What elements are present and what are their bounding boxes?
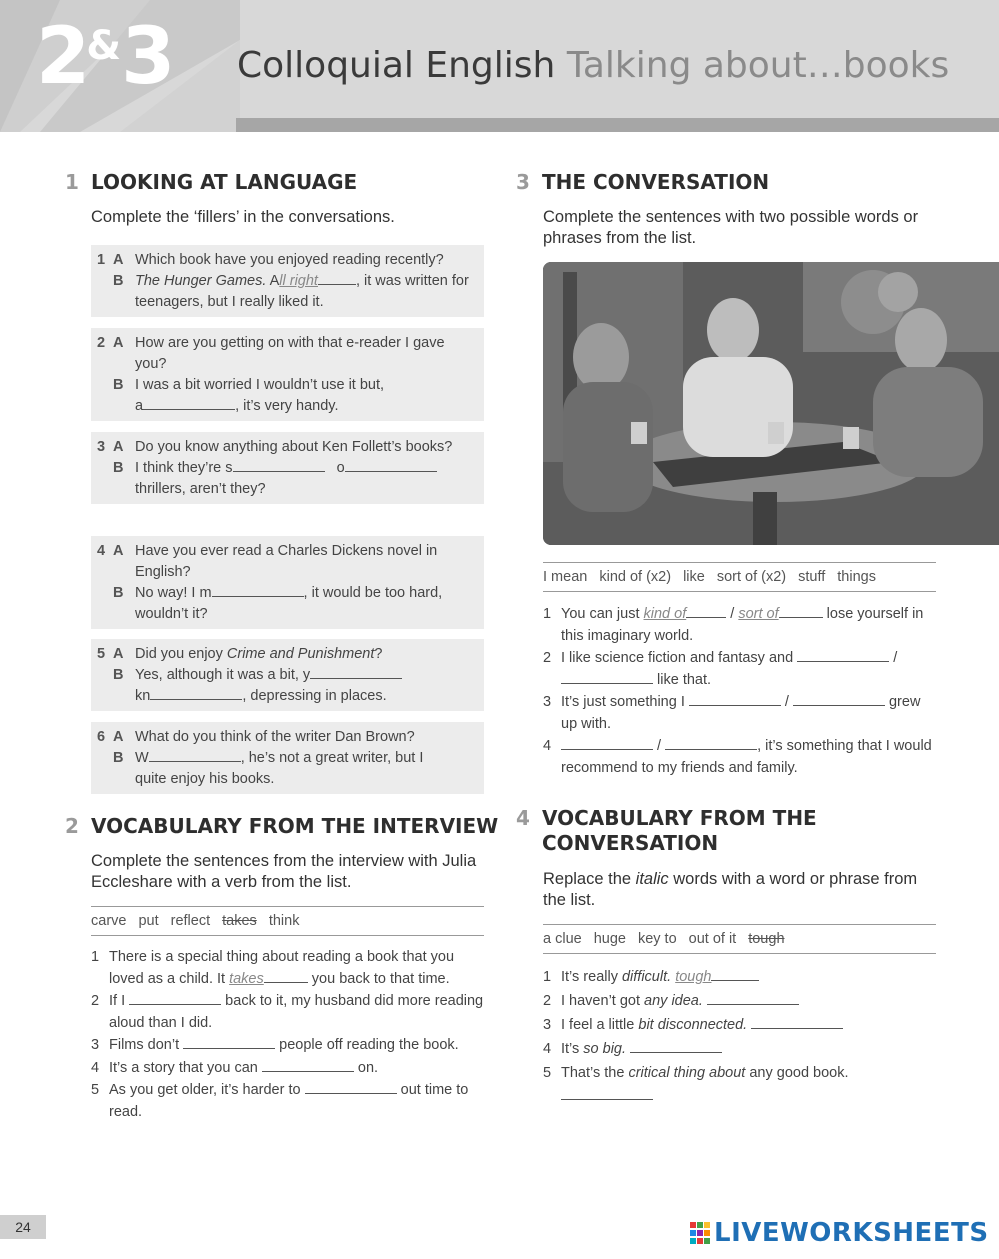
list-item: 3 I feel a little bit disconnected. [543,1014,939,1037]
list-item: 1 It’s really difficult. tough [543,966,939,989]
word: reflect [170,913,211,929]
answer-field[interactable] [751,1015,843,1029]
list-item: 3 It’s just something I / grew up with. [543,694,921,732]
section-3-items [543,604,939,780]
answer-field[interactable] [305,1080,397,1094]
answer-1[interactable]: ll right [279,273,318,289]
word: sort of (x2) [716,569,787,585]
answer-field[interactable] [262,1058,354,1072]
conversation-2: 2 A How are you getting on with that e-reader I gave you? B I was a bit worried I wouldn’t use it but, a , it’s very handy. [91,328,484,421]
answer-field[interactable] [711,967,759,981]
answer-field[interactable] [630,1039,722,1053]
section-4-heading: 4 VOCABULARY FROM THE CONVERSATION [516,806,817,855]
answer-field-5b[interactable] [150,686,242,700]
list-item: 1 There is a special thing about reading a book that you loved as a child. It takes you back to that time. [91,949,455,987]
page-number: 24 [0,1215,46,1239]
list-item: 4 / , it’s something that I would recommend to my friends and family. [543,738,932,776]
conversation-3: 3 A Do you know anything about Ken Follett’s books? B I think they’re s o thrillers, aren’t they? [91,432,484,504]
conversation-5: 5 A Did you enjoy Crime and Punishment? B Yes, although it was a bit, y kn , depressing in places. [91,639,484,711]
word: put [138,913,159,929]
list-item: 3 Films don’t people off reading the book. [91,1037,459,1053]
photo-illustration [543,262,999,545]
list-item: 2 I like science fiction and fantasy and / like that. [543,650,898,688]
conversation-6: 6 A What do you think of the writer Dan Brown? B W , he’s not a great writer, but I quite enjoy his books. [91,722,484,794]
answer-field[interactable] [561,670,653,684]
conversation-1: 1 A Which book have you enjoyed reading recently? B The Hunger Games. All right , it was written for teenagers, but I really liked it. [91,245,484,317]
list-item: 4 It’s a story that you can on. [91,1059,379,1076]
answer-field-4[interactable] [212,583,304,597]
answer-field[interactable] [793,692,885,706]
word: out of it [688,931,737,947]
word: key to [637,931,677,947]
answer-field[interactable] [686,604,726,618]
unit-number: 2&3 [36,12,172,102]
answer-field-5a[interactable] [310,665,402,679]
section-3-word-list [543,562,936,592]
answer-field[interactable] [129,991,221,1005]
list-item: 2 If I back to it, my husband did more reading aloud than I did. [91,993,484,1031]
list-item: 2 I haven’t got any idea. [543,990,939,1013]
answer[interactable]: kind of [643,606,687,622]
answer[interactable]: takes [229,970,264,987]
answer[interactable]: sort of [738,606,779,622]
header-bar [236,118,999,132]
section-2-heading: 2 VOCABULARY FROM THE INTERVIEW [65,814,499,838]
answer-field-1[interactable] [318,271,356,285]
section-2-word-list [91,906,484,936]
word: think [268,913,300,929]
word: I mean [543,569,588,585]
list-item: 1 You can just kind of / sort of lose yourself in this imaginary world. [543,606,924,644]
answer[interactable]: tough [675,969,712,985]
word-used: tough [748,931,785,947]
logo-blocks-icon [690,1222,712,1246]
answer-field[interactable] [689,692,781,706]
word: a clue [543,931,582,947]
list-item: 5 That’s the critical thing about any good book. [543,1062,939,1108]
answer-field-3a[interactable] [233,458,325,472]
answer-field-2[interactable] [143,396,235,410]
word: like [683,569,705,585]
section-1-heading: 1 LOOKING AT LANGUAGE [65,170,358,194]
title-subtitle: Talking about…books [566,45,950,86]
title-main: Colloquial English [237,45,556,86]
liveworksheets-logo: LIVEWORKSHEETS [690,1218,989,1248]
list-item: 5 As you get older, it’s harder to out time to read. [91,1082,469,1120]
answer-field[interactable] [707,991,799,1005]
word: carve [91,913,127,929]
conversation-photo [543,262,999,545]
word-used: takes [222,913,257,929]
page-title [237,45,950,86]
section-2-items [91,947,486,1124]
answer-field[interactable] [779,604,823,618]
answer-field-3b[interactable] [345,458,437,472]
section-3-instruction: Complete the sentences with two possible words or phrases from the list. [543,208,919,248]
unit-header [0,0,999,132]
conversation-4: 4 A Have you ever read a Charles Dickens novel in English? B No way! I m , it would be too hard, wouldn’t it? [91,536,484,629]
word: stuff [798,569,826,585]
section-4-items [543,966,939,1109]
section-2-instruction: Complete the sentences from the interview with Julia Eccleshare with a verb from the list. [91,852,477,892]
answer-field[interactable] [561,736,653,750]
answer-field[interactable] [665,736,757,750]
section-3-heading: 3 THE CONVERSATION [516,170,770,194]
answer-field[interactable] [264,969,308,983]
section-1-instruction: Complete the ‘fillers’ in the conversations. [91,208,395,226]
answer-field[interactable] [797,648,889,662]
section-4-instruction: Replace the italic words with a word or phrase from the list. [543,870,918,910]
answer-field[interactable] [561,1086,653,1100]
answer-field[interactable] [183,1035,275,1049]
list-item: 4 It’s so big. [543,1038,939,1061]
word: things [837,569,876,585]
word: kind of (x2) [599,569,672,585]
section-4-word-list [543,924,936,954]
word: huge [593,931,626,947]
answer-field-6[interactable] [149,748,241,762]
